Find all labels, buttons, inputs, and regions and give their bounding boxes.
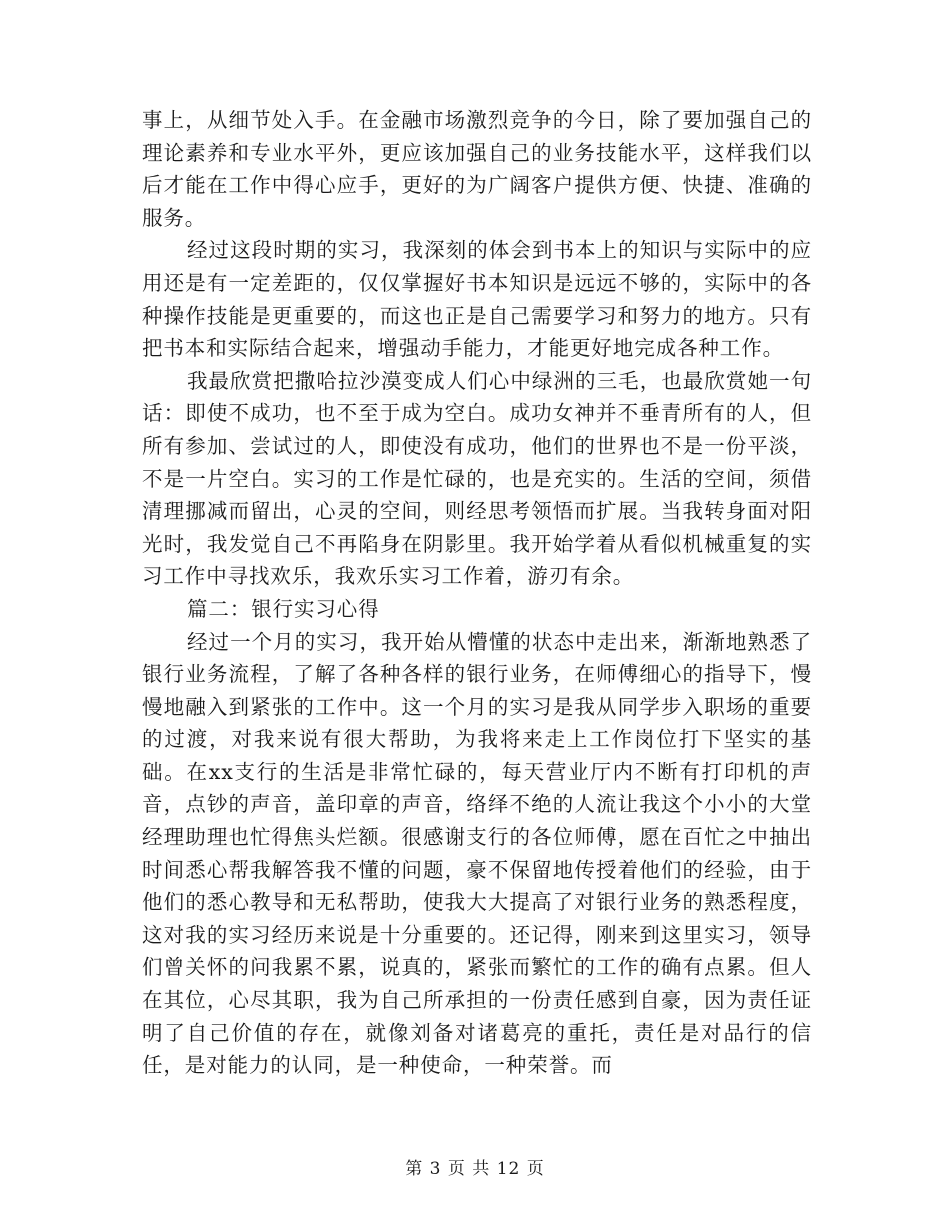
document-body xyxy=(142,104,812,1082)
paragraph-2: 经过这段时期的实习，我深刻的体会到书本上的知识与实际中的应用还是有一定差距的，仅仅掌握好书本知识是远远不够的，实际中的各种操作技能是更重要的，而这也正是自己需要学习和努力的地方。只有把书本和实际结合起来，增强动手能力，才能更好地完成各种工作。 xyxy=(142,238,812,361)
page-footer: 第 3 页 共 12 页 xyxy=(405,1159,545,1179)
paragraph-4: 经过一个月的实习，我开始从懵懂的状态中走出来，渐渐地熟悉了银行业务流程，了解了各种各样的银行业务，在师傅细心的指导下，慢慢地融入到紧张的工作中。这一个月的实习是我从同学步入职场的重要的过渡，对我来说有很大帮助，为我将来走上工作岗位打下坚实的基础。在xx支行的生活是非常忙碌的，每天营业厅内不断有打印机的声音，点钞的声音，盖印章的声音，络绎不绝的人流让我这个小小的大堂经理助理也忙得焦头烂额。很感谢支行的各位师傅，愿在百忙之中抽出时间悉心帮我解答我不懂的问题，豪不保留地传授着他们的经验，由于他们的悉心教导和无私帮助，使我大大提高了对银行业务的熟悉程度，这对我的实习经历来说是十分重要的。还记得，刚来到这里实习，领导们曾关怀的问我累不累，说真的，紧张而繁忙的工作的确有点累。但人在其位，心尽其职，我为自己所承担的一份责任感到自豪，因为责任证明了自己价值的存在，就像刘备对诸葛亮的重托，责任是对品行的信任，是对能力的认同，是一种使命，一种荣誉。而 xyxy=(142,629,812,1078)
paragraph-3: 我最欣赏把撒哈拉沙漠变成人们心中绿洲的三毛，也最欣赏她一句话：即使不成功，也不至于成为空白。成功女神并不垂青所有的人，但所有参加、尝试过的人，即使没有成功，他们的世界也不是一份平淡，不是一片空白。实习的工作是忙碌的，也是充实的。生活的空间，须借清理挪减而留出，心灵的空间，则经思考领悟而扩展。当我转身面对阳光时，我发觉自己不再陷身在阴影里。我开始学着从看似机械重复的实习工作中寻找欢乐，我欢乐实习工作着，游刃有余。 xyxy=(142,368,812,589)
paragraph-1: 事上，从细节处入手。在金融市场激烈竞争的今日，除了要加强自己的理论素养和专业水平外，更应该加强自己的业务技能水平，这样我们以后才能在工作中得心应手，更好的为广阔客户提供方便、快捷、准确的服务。 xyxy=(142,108,812,230)
section-heading: 篇二：银行实习心得 xyxy=(187,596,380,621)
